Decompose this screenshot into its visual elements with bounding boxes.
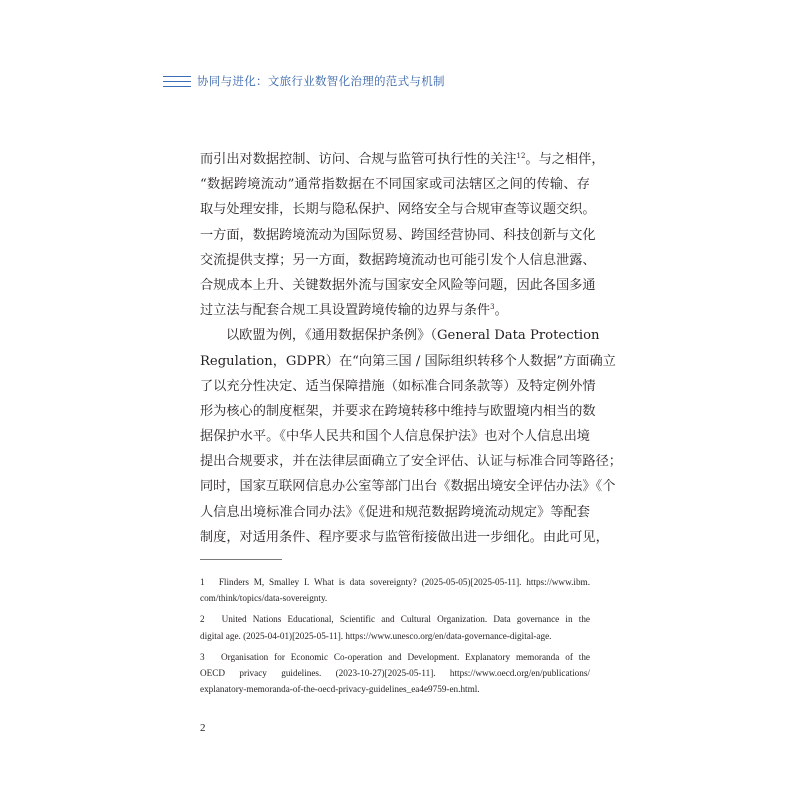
- body-line: “数据跨境流动”通常指数据在不同国家或司法辖区之间的传输、存: [200, 177, 590, 193]
- footnote-divider: [200, 559, 282, 560]
- body-line: 一方面，数据跨境流动为国际贸易、跨国经营协同、科技创新与文化: [200, 227, 596, 243]
- footnote-line: digital age. (2025-04-01)[2025-05-11]. https://www.unesco.org/en/data-governance-digital-age.: [200, 630, 552, 641]
- body-line: 过立法与配套合规工具设置跨境传输的边界与条件$^3$。: [200, 303, 508, 319]
- body-text: [200, 147, 622, 550]
- footnote-line: OECD privacy guidelines. (2023-10-27)[2025-05-11]. https://www.oecd.org/en/publications/: [200, 667, 590, 678]
- running-header: [163, 72, 445, 90]
- body-line: 而引出对数据控制、访问、合规与监管可执行性的关注$^{12}$。与之相伴，: [200, 152, 605, 167]
- body-line: 交流提供支撑；另一方面，数据跨境流动也可能引发个人信息泄露、: [200, 252, 596, 268]
- footnote-ref[interactable]: 12: [516, 152, 526, 160]
- body-line: 形为核心的制度框架，并要求在跨境转移中维持与欧盟境内相当的数: [200, 403, 596, 419]
- footnote-line: 3 Organisation for Economic Co-operation and Development. Explanatory memoranda of the: [200, 651, 590, 662]
- running-header-title: 协同与进化：文旅行业数智化治理的范式与机制: [197, 74, 445, 88]
- footnote-line: 1 Flinders M, Smalley I. What is data sovereignty? (2025-05-05)[2025-05-11]. https://www.ibm.: [200, 577, 590, 587]
- footnote-2: [200, 611, 590, 643]
- body-line: 据保护水平。《中华人民共和国个人信息保护法》也对个人信息出境: [200, 429, 590, 445]
- body-line: Regulation，GDPR）在“向第三国 / 国际组织转移个人数据”方面确立: [200, 353, 616, 369]
- footnote-line: com/think/topics/data-sovereignty.: [200, 593, 328, 604]
- body-line: 同时，国家互联网信息办公室等部门出台《数据出境安全评估办法》《个: [200, 479, 616, 495]
- body-line: 提出合规要求，并在法律层面确立了安全评估、认证与标准合同等路径；: [200, 454, 622, 470]
- body-line: 取与处理安排，长期与隐私保护、网络安全与合规审查等议题交织。: [200, 202, 596, 218]
- body-line: 人信息出境标准合同办法》《促进和规范数据跨境流动规定》等配套: [200, 504, 590, 520]
- header-rule-lines-icon: [163, 76, 191, 87]
- footnote-line: 2 United Nations Educational, Scientific and Cultural Organization. Data governance in the: [200, 614, 590, 625]
- page-number: 2: [200, 722, 206, 734]
- footnote-1: [200, 574, 590, 606]
- footnote-line: explanatory-memoranda-of-the-oecd-privacy-guidelines_ea4e9759-en.html.: [200, 684, 480, 695]
- body-line: 合规成本上升、关键数据外流与国家安全风险等问题，因此各国多通: [200, 277, 596, 293]
- body-line: 制度，对适用条件、程序要求与监管衔接做出进一步细化。由此可见，: [200, 529, 609, 545]
- footnote-ref[interactable]: 3: [490, 303, 495, 312]
- body-line: 以欧盟为例，《通用数据保护条例》（General Data Protection: [226, 328, 600, 344]
- body-line: 了以充分性决定、适当保障措施（如标准合同条款等）及特定例外情: [200, 378, 596, 394]
- footnote-3: [200, 649, 590, 698]
- footnotes: [200, 574, 590, 697]
